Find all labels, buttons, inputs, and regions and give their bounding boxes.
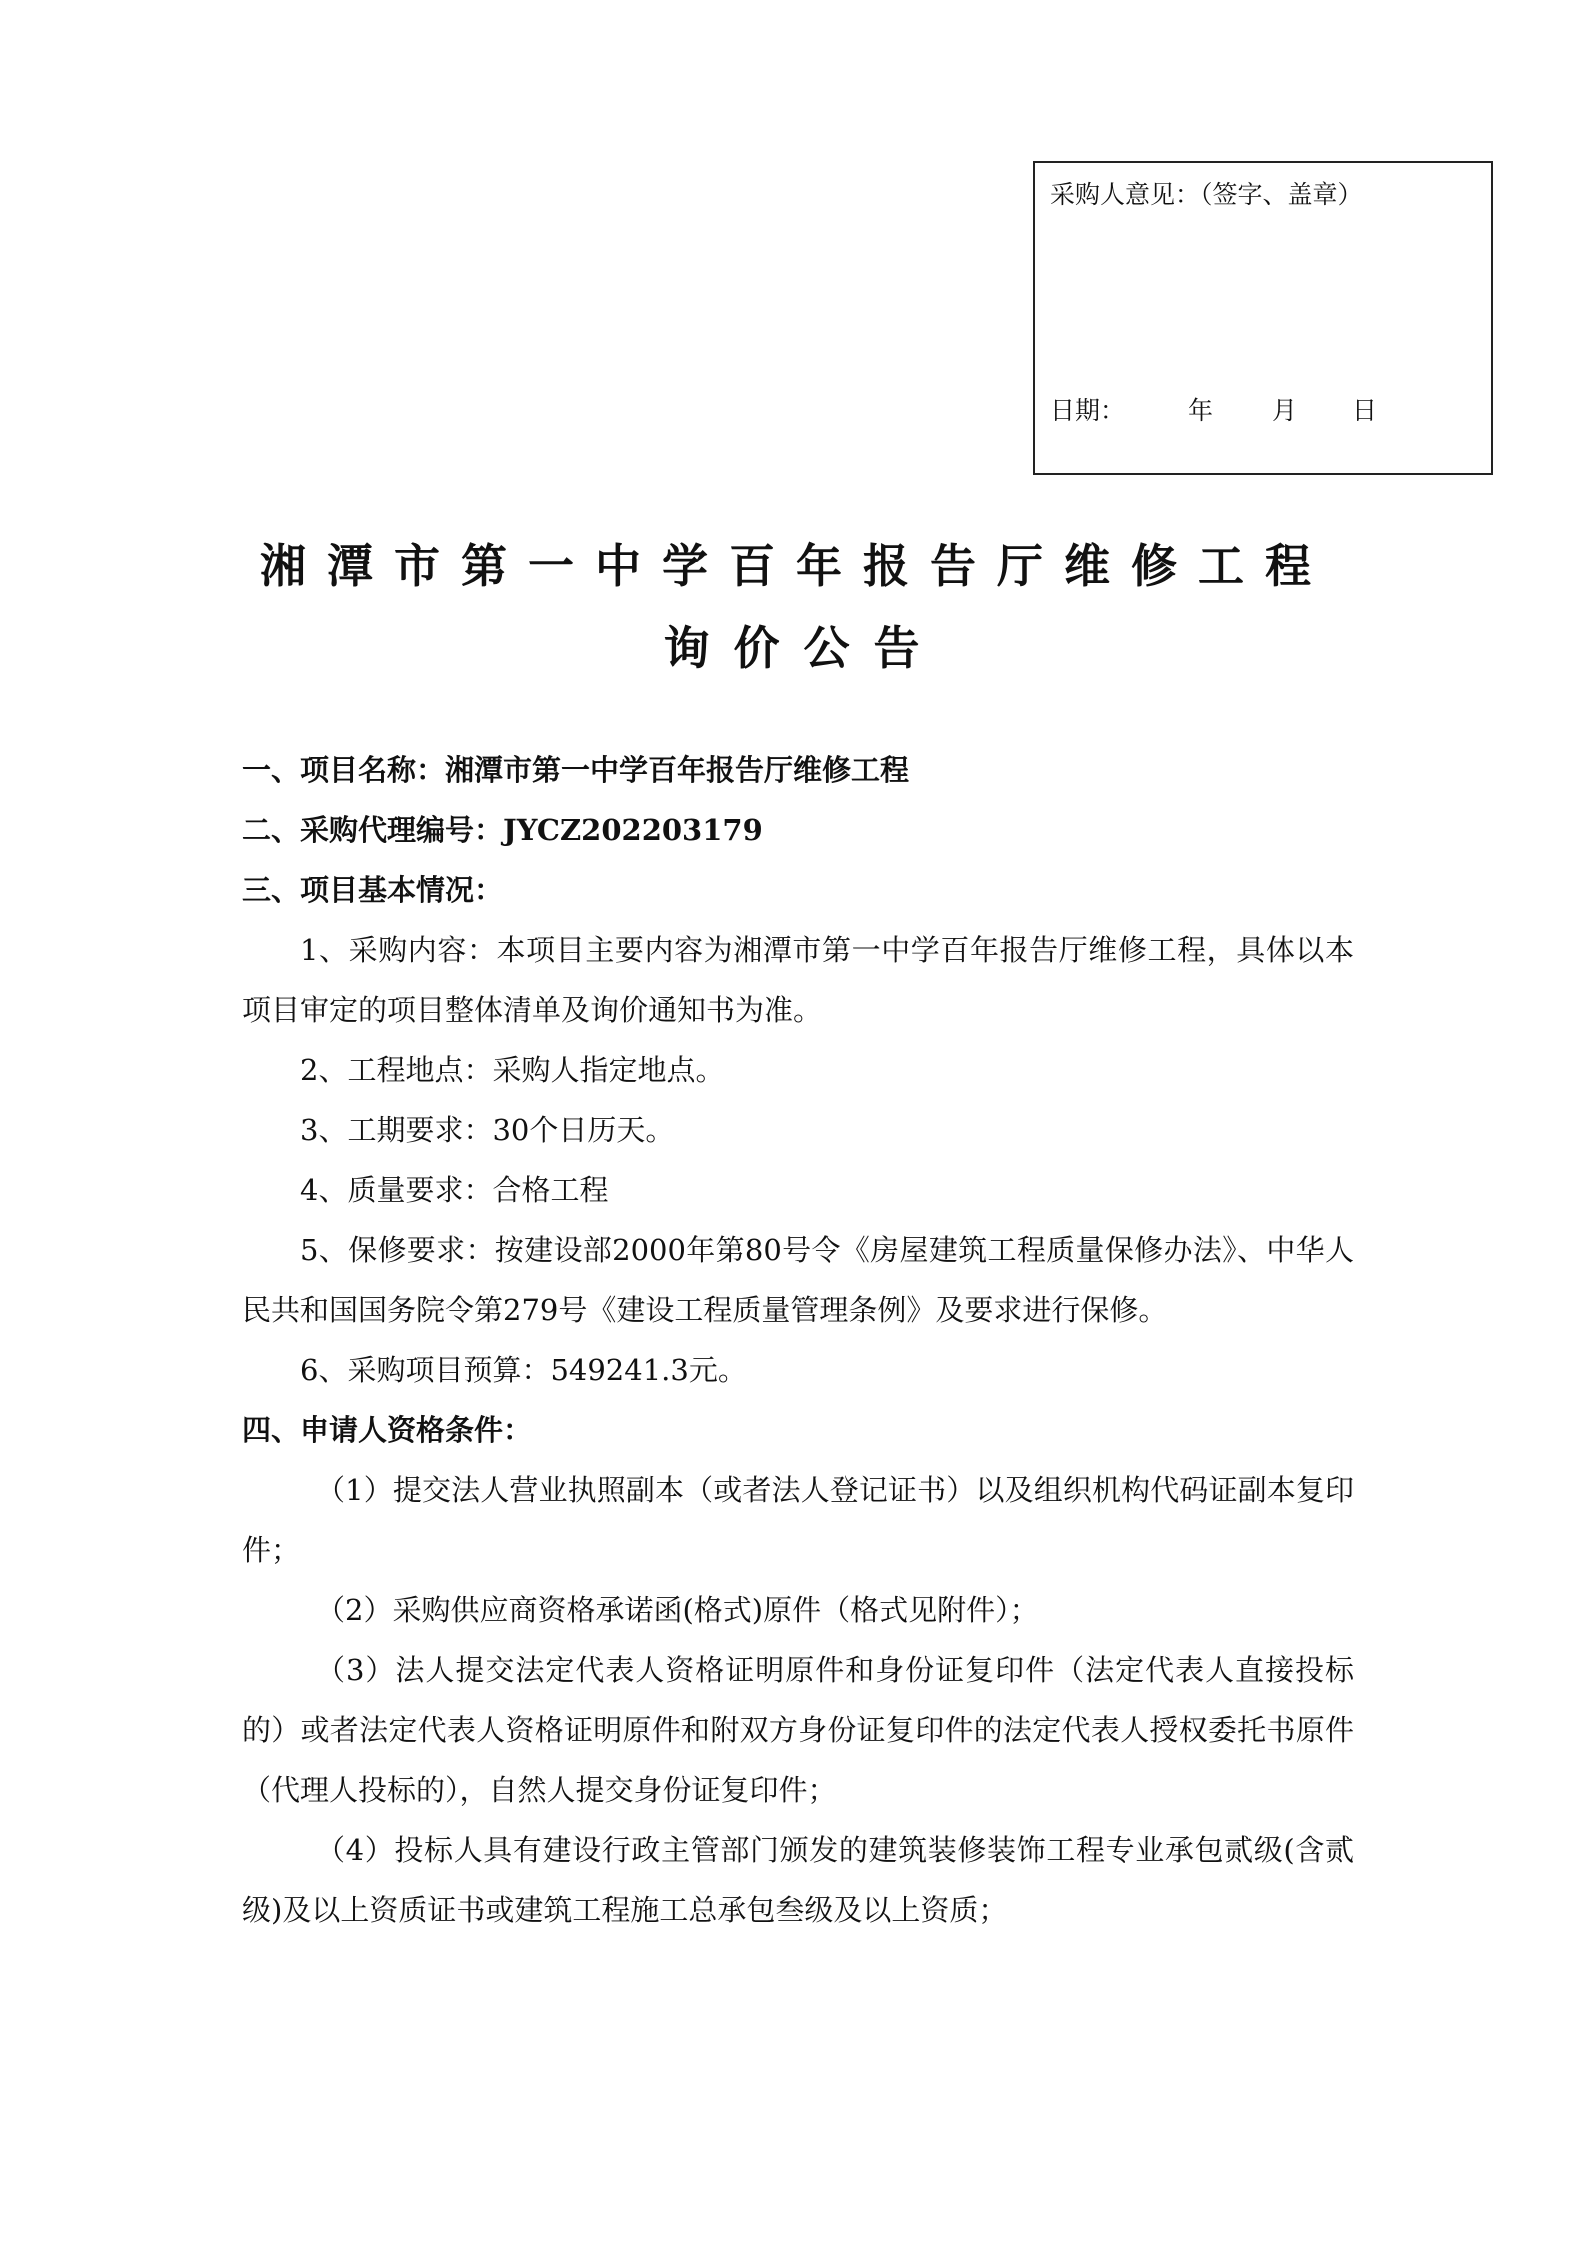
project-item-location: 2、工程地点：采购人指定地点。 [300,1053,725,1087]
document-title-line-2: 询价公告 [663,621,944,675]
purchaser-opinion-box [1033,161,1493,475]
section-qualification-heading: 四、申请人资格条件： [242,1413,533,1447]
date-year-label: 年 [1188,396,1214,425]
qualification-item-4: （4）投标人具有建设行政主管部门颁发的建筑装修装饰工程专业承包贰级(含贰级)及以上资质证书或建筑工程施工总承包叁级及以上资质； [242,1833,1354,1927]
document-body [242,740,1354,1940]
project-item-warranty: 5、保修要求：按建设部2000年第80号令《房屋建筑工程质量保修办法》、中华人民共和国国务院令第279号《建设工程质量管理条例》及要求进行保修。 [242,1233,1354,1327]
purchaser-opinion-label: 采购人意见：（签字、盖章） [1050,180,1363,209]
qualification-item-2: （2）采购供应商资格承诺函(格式)原件（格式见附件）； [316,1593,1039,1627]
project-item-budget: 6、采购项目预算：549241.3元。 [300,1353,747,1387]
project-item-quality: 4、质量要求：合格工程 [300,1173,609,1207]
date-month-label: 月 [1272,396,1298,425]
date-day-label: 日 [1352,396,1378,425]
section-project-basics-heading: 三、项目基本情况： [242,873,504,907]
date-label: 日期： [1050,396,1126,425]
qualification-item-1: （1）提交法人营业执照副本（或者法人登记证书）以及组织机构代码证副本复印件； [242,1473,1354,1567]
document-title-line-1: 湘潭市第一中学百年报告厅维修工程 [260,539,1332,593]
project-item-content: 1、采购内容：本项目主要内容为湘潭市第一中学百年报告厅维修工程，具体以本项目审定的项目整体清单及询价通知书为准。 [242,933,1354,1027]
section-agency-number: 二、采购代理编号：JYCZ202203179 [242,813,763,847]
project-item-duration: 3、工期要求：30个日历天。 [300,1113,675,1147]
section-project-name: 一、项目名称：湘潭市第一中学百年报告厅维修工程 [242,753,910,787]
qualification-item-3: （3）法人提交法定代表人资格证明原件和身份证复印件（法定代表人直接投标的）或者法定代表人资格证明原件和附双方身份证复印件的法定代表人授权委托书原件（代理人投标的），自然人提交身份证复印件； [242,1653,1354,1807]
